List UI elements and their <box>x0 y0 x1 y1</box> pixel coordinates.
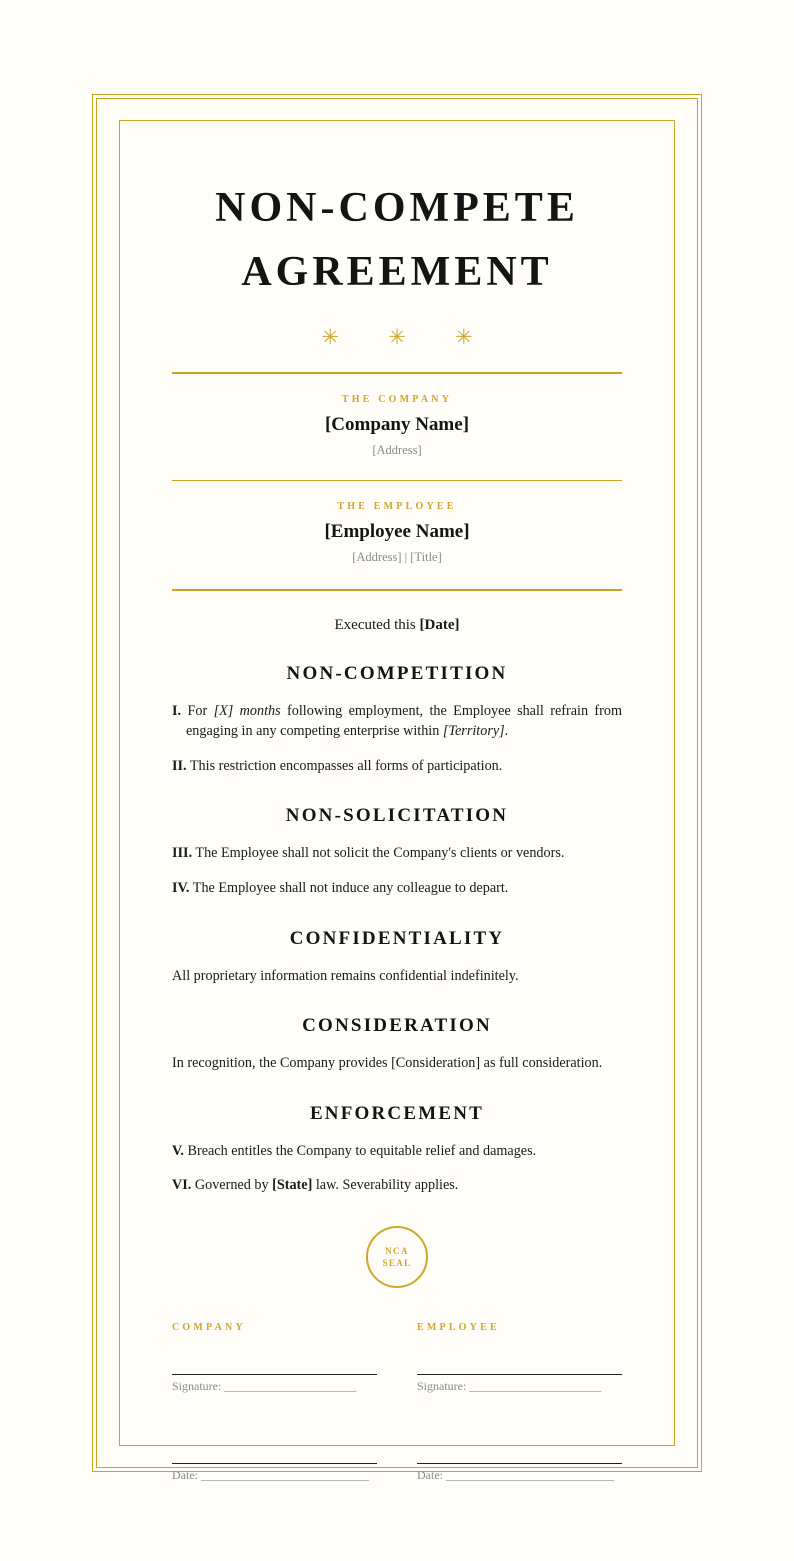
star-divider-icon: ✳ ✳ ✳ <box>321 324 495 349</box>
divider-below-parties <box>172 589 622 591</box>
clause-vi-text-1: Governed by <box>191 1177 273 1194</box>
clause-iv-text: The Employee shall not induce any colleague to depart. <box>189 880 509 897</box>
clause-v <box>172 1141 622 1162</box>
date-company-line[interactable] <box>172 1422 377 1464</box>
signature-company-kicker: COMPANY <box>172 1322 246 1333</box>
clause-ii-text: This restriction encompasses all forms of participation. <box>186 757 503 774</box>
confidentiality-body: All proprietary information remains confidential indefinitely. <box>172 967 519 984</box>
clause-i-number: I. <box>172 702 182 719</box>
clause-iv <box>172 878 622 899</box>
signature-employee-kicker: EMPLOYEE <box>417 1322 500 1333</box>
signature-block-employee <box>417 1322 622 1483</box>
signature-company-label[interactable]: Signature: ______________________ <box>172 1379 357 1393</box>
clause-i-text-3: . <box>504 723 509 740</box>
signature-row <box>172 1322 622 1483</box>
clause-ii-number: II. <box>172 757 187 774</box>
date-company-label[interactable]: Date: ____________________________ <box>172 1468 369 1482</box>
clause-i-emphasis-duration: [X] months <box>213 702 281 719</box>
clause-vi <box>172 1175 622 1196</box>
company-kicker: THE COMPANY <box>341 393 453 405</box>
executed-date-line <box>172 617 622 634</box>
executed-prefix: Executed this <box>334 616 420 633</box>
consideration-body: In recognition, the Company provides [Consideration] as full consideration. <box>172 1055 603 1072</box>
employee-name: [Employee Name] <box>324 520 470 542</box>
seal-line-1: NCA <box>385 1246 409 1256</box>
clause-iii-text: The Employee shall not solicit the Company's clients or vendors. <box>192 845 565 862</box>
signature-company-line[interactable] <box>172 1333 377 1375</box>
document-outer-border <box>92 94 702 1482</box>
document-panel <box>119 120 675 1482</box>
employee-party-block <box>172 481 622 565</box>
clause-vi-number: VI. <box>172 1177 192 1194</box>
page-title: NON-COMPETE AGREEMENT <box>215 185 579 295</box>
signature-employee-label[interactable]: Signature: ______________________ <box>417 1379 602 1393</box>
company-name: [Company Name] <box>324 413 470 435</box>
clause-vi-state-value: [State] <box>272 1177 313 1194</box>
document-inner-border <box>96 98 698 1482</box>
clause-i-text-2: following employment, the Employee shall refrain from engaging in any competing enterprise within <box>186 702 623 740</box>
clause-iii-number: III. <box>172 845 193 862</box>
section-heading-consideration: CONSIDERATION <box>302 1015 492 1037</box>
clause-i-text-1: For <box>181 702 214 719</box>
signature-employee-line[interactable] <box>417 1333 622 1375</box>
section-heading-enforcement: ENFORCEMENT <box>309 1102 485 1124</box>
executed-date-value: [Date] <box>419 616 460 633</box>
section-heading-non-solicitation: NON-SOLICITATION <box>285 805 509 827</box>
clause-iv-number: IV. <box>172 880 190 897</box>
signature-employee-spacer <box>417 1394 622 1422</box>
clause-iii <box>172 843 622 864</box>
clause-i <box>172 701 622 742</box>
section-heading-non-competition: NON-COMPETITION <box>286 662 508 684</box>
clause-v-number: V. <box>172 1142 184 1159</box>
section-heading-confidentiality: CONFIDENTIALITY <box>289 927 505 949</box>
signature-company-spacer <box>172 1394 377 1422</box>
seal-line-2: SEAL <box>382 1258 412 1269</box>
seal-container <box>172 1226 622 1288</box>
clause-v-text: Breach entitles the Company to equitable relief and damages. <box>183 1142 537 1159</box>
date-employee-line[interactable] <box>417 1422 622 1464</box>
date-employee-label[interactable]: Date: ____________________________ <box>417 1468 614 1482</box>
employee-kicker: THE EMPLOYEE <box>337 500 457 512</box>
company-address: [Address] <box>372 442 422 457</box>
clause-i-emphasis-territory: [Territory] <box>442 723 505 740</box>
clause-ii <box>172 756 622 777</box>
signature-block-company <box>172 1322 377 1483</box>
company-party-block <box>172 374 622 458</box>
seal-icon <box>366 1226 428 1288</box>
clause-vi-text-2: law. Severability applies. <box>312 1177 459 1194</box>
employee-address-title: [Address] | [Title] <box>352 549 442 564</box>
